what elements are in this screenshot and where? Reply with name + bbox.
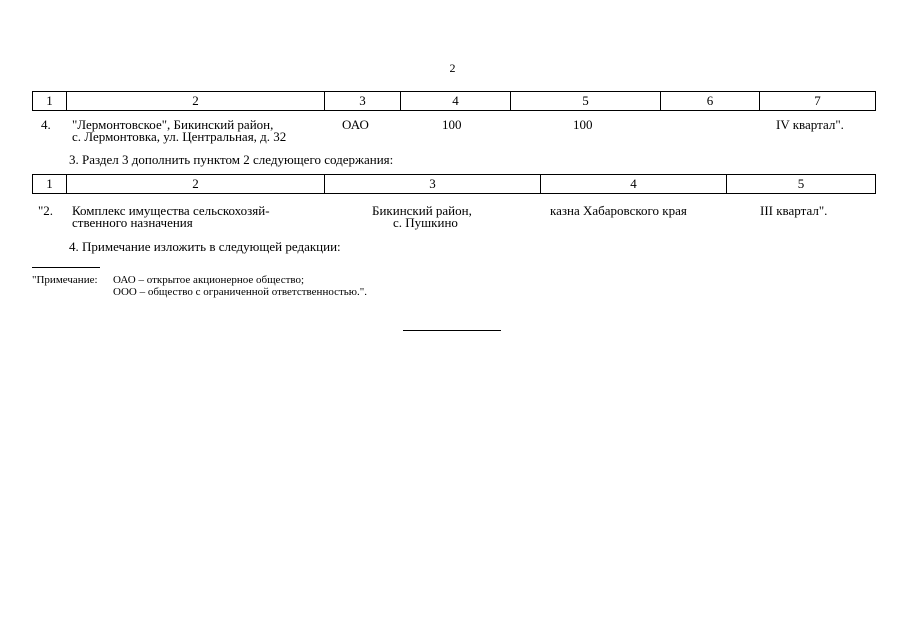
table1-row-name-line1: "Лермонтовское", Бикинский район, xyxy=(72,117,274,132)
table1-header-cell-7: 7 xyxy=(759,92,875,110)
table2-header-cell-4: 4 xyxy=(540,175,726,193)
table1-row-col5: 100 xyxy=(573,117,593,132)
page-number: 2 xyxy=(449,61,456,75)
note-line-1: ОАО – открытое акционерное общество; xyxy=(113,274,305,286)
table2-row-number: "2. xyxy=(38,203,54,218)
table2-row-location-line2: с. Пушкино xyxy=(393,215,458,230)
table2-row-location-line1: Бикинский район, xyxy=(372,203,472,218)
table1-header-cell-2: 2 xyxy=(66,92,324,110)
note-label: "Примечание: xyxy=(32,274,98,286)
table1-row-form: ОАО xyxy=(342,117,369,132)
table2-header-cell-1: 1 xyxy=(46,176,53,191)
end-rule xyxy=(403,330,501,331)
table1-header-cell-4: 4 xyxy=(400,92,510,110)
table2-header-cell-3: 3 xyxy=(324,175,540,193)
table2-row-name-line1: Комплекс имущества сельскохозяй- xyxy=(72,203,270,218)
table1-header-cell-5: 5 xyxy=(510,92,660,110)
table2-header xyxy=(32,174,876,194)
table1-row-number: 4. xyxy=(41,117,51,132)
footnote-separator xyxy=(32,267,100,268)
table1-header-cell-6: 6 xyxy=(660,92,759,110)
table2-header-cell-5: 5 xyxy=(726,175,875,193)
table1-header-cell-1: 1 xyxy=(46,93,53,108)
table1-row-col7: IV квартал". xyxy=(776,117,844,132)
note-line-2: ООО – общество с ограниченной ответственностью.". xyxy=(113,286,368,298)
table1-header xyxy=(32,91,876,111)
paragraph-3: 3. Раздел 3 дополнить пунктом 2 следующего содержания: xyxy=(69,152,394,167)
table1-row-name-line2: с. Лермонтовка, ул. Центральная, д. 32 xyxy=(72,129,287,144)
table2-row-name-line2: ственного назначения xyxy=(72,215,193,230)
table2-row-period: III квартал". xyxy=(760,203,828,218)
table1-row-col4: 100 xyxy=(442,117,462,132)
table2-row-owner: казна Хабаровского края xyxy=(550,203,687,218)
paragraph-4: 4. Примечание изложить в следующей редакции: xyxy=(69,239,341,254)
table1-header-cell-3: 3 xyxy=(324,92,400,110)
table2-header-cell-2: 2 xyxy=(66,175,324,193)
